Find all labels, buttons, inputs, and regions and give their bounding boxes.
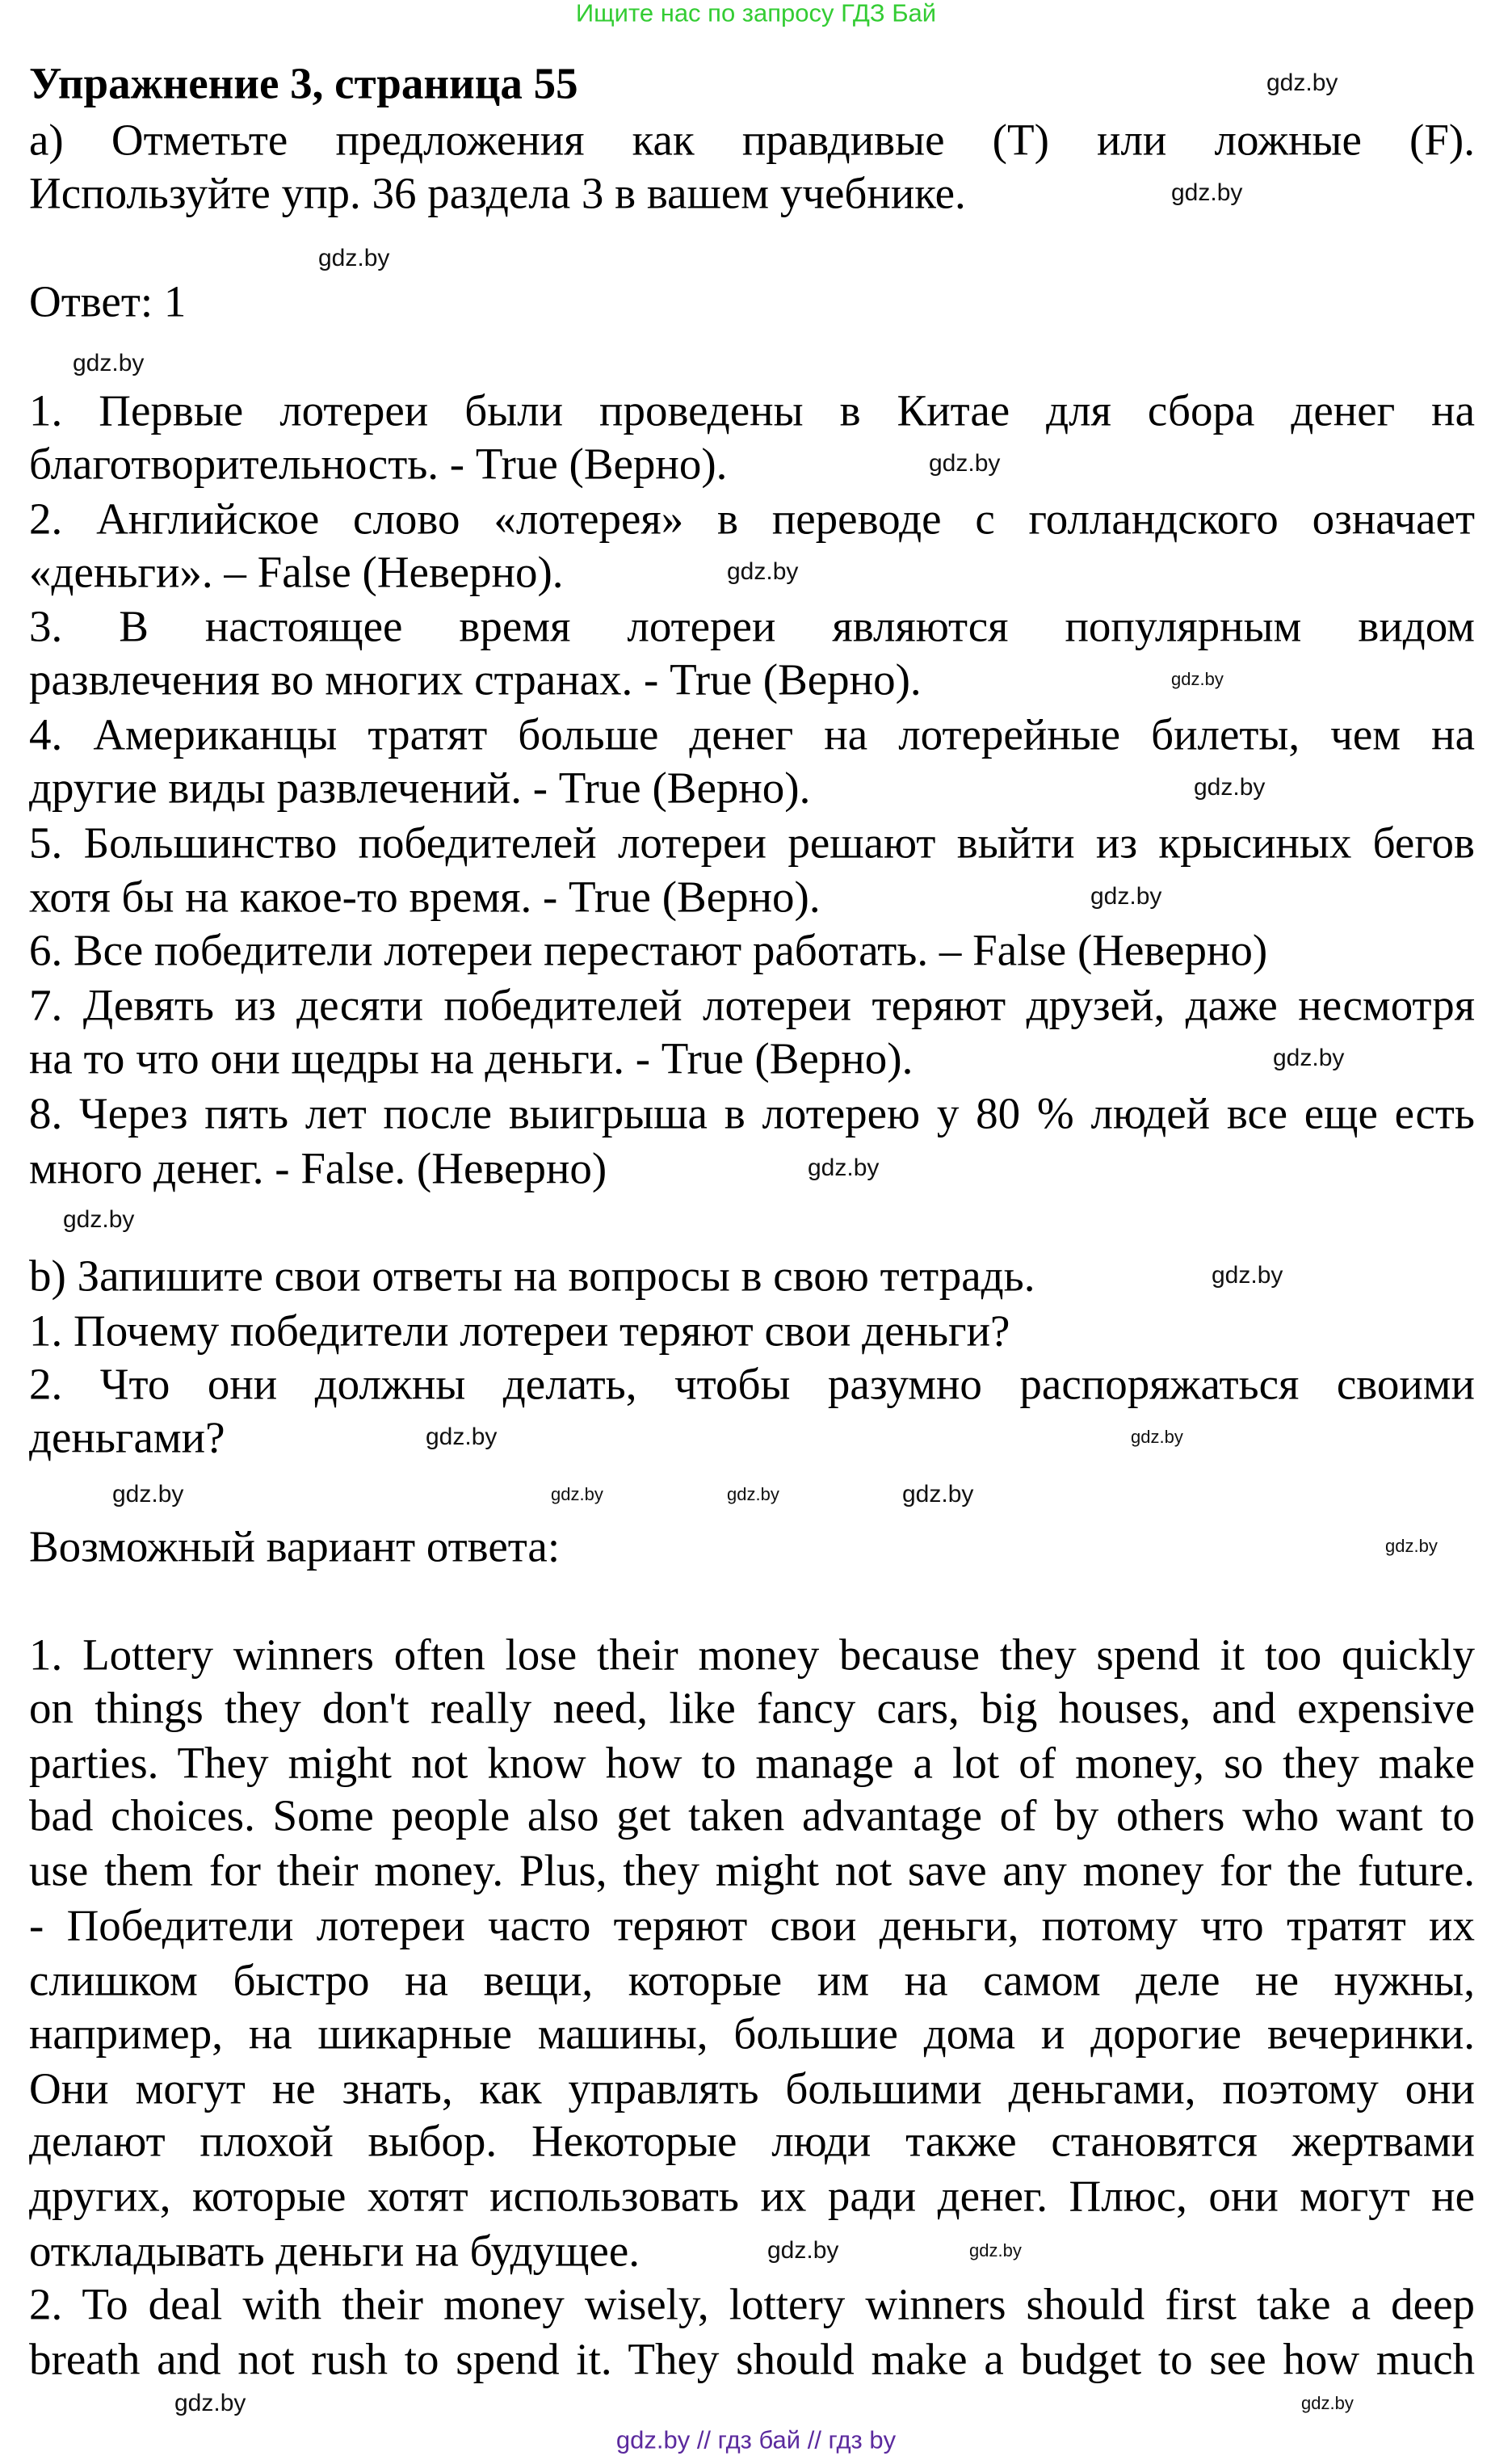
text-line: Ответ: 1 bbox=[29, 276, 187, 326]
watermark-text: gdz.by bbox=[808, 1154, 880, 1181]
text-line: 2. Английское слово «лотерея» в переводе с голландского означает bbox=[29, 494, 1475, 544]
watermark-text: gdz.by bbox=[112, 1481, 184, 1508]
watermark-text: gdz.by bbox=[1131, 1427, 1183, 1447]
text-line: например, на шикарные машины, большие дома и дорогие вечеринки. bbox=[29, 2008, 1475, 2059]
text-line: откладывать деньги на будущее. bbox=[29, 2226, 640, 2276]
text-line: b) Запишите свои ответы на вопросы в свою тетрадь. bbox=[29, 1251, 1035, 1301]
text-line: много денег. - False. (Неверно) bbox=[29, 1143, 607, 1193]
watermark-text: gdz.by bbox=[1171, 669, 1224, 689]
text-line: bad choices. Some people also get taken advantage of by others who want to bbox=[29, 1790, 1475, 1840]
watermark-text: gdz.by bbox=[727, 1484, 779, 1504]
watermark-text: gdz.by bbox=[1266, 69, 1338, 96]
text-line: благотворительность. - True (Верно). bbox=[29, 439, 728, 489]
text-line: развлечения во многих странах. - True (Верно). bbox=[29, 654, 922, 704]
text-line: - Победители лотереи часто теряют свои деньги, потому что тратят их bbox=[29, 1900, 1475, 1950]
watermark-text: gdz.by bbox=[727, 558, 799, 585]
watermark-text: gdz.by bbox=[1090, 883, 1162, 910]
footer-banner: gdz.by // гдз бай // гдз by bbox=[615, 2425, 897, 2454]
watermark-text: gdz.by bbox=[63, 1206, 135, 1233]
watermark-text: gdz.by bbox=[1212, 1262, 1283, 1289]
watermark-text: gdz.by bbox=[902, 1481, 974, 1508]
text-line: 2. Что они должны делать, чтобы разумно распоряжаться своими bbox=[29, 1359, 1475, 1409]
text-line: on things they don't really need, like fancy cars, big houses, and expensive bbox=[29, 1683, 1475, 1733]
watermark-text: gdz.by bbox=[1171, 179, 1243, 206]
watermark-text: gdz.by bbox=[426, 1424, 498, 1450]
text-line: слишком быстро на вещи, которые им на самом деле не нужны, bbox=[29, 1955, 1475, 2005]
text-line: breath and not rush to spend it. They should make a budget to see how much bbox=[29, 2334, 1475, 2384]
watermark-text: gdz.by bbox=[318, 245, 390, 271]
text-line: 5. Большинство победителей лотереи решают выйти из крысиных бегов bbox=[29, 818, 1475, 868]
text-line: Они могут не знать, как управлять большими деньгами, поэтому они bbox=[29, 2063, 1475, 2113]
text-line: другие виды развлечений. - True (Верно). bbox=[29, 763, 811, 813]
watermark-text: gdz.by bbox=[1301, 2393, 1354, 2413]
watermark-text: gdz.by bbox=[1194, 774, 1266, 801]
text-line: на то что они щедры на деньги. - True (Верно). bbox=[29, 1033, 914, 1083]
text-line: делают плохой выбор. Некоторые люди также становятся жертвами bbox=[29, 2116, 1475, 2166]
watermark-text: gdz.by bbox=[1385, 1536, 1438, 1556]
text-line: 3. В настоящее время лотереи являются популярным видом bbox=[29, 601, 1475, 651]
text-line: 1. Почему победители лотереи теряют свои деньги? bbox=[29, 1306, 1010, 1356]
header-banner: Ищите нас по запросу ГДЗ Бай bbox=[575, 0, 937, 27]
text-line: parties. They might not know how to manage a lot of money, so they make bbox=[29, 1738, 1475, 1788]
watermark-text: gdz.by bbox=[73, 350, 145, 376]
text-line: других, которые хотят использовать их ради денег. Плюс, они могут не bbox=[29, 2171, 1475, 2221]
text-line: Возможный вариант ответа: bbox=[29, 1521, 561, 1571]
text-line: 6. Все победители лотереи перестают работать. – False (Неверно) bbox=[29, 925, 1268, 975]
text-line: а) Отметьте предложения как правдивые (T) или ложные (F). bbox=[29, 115, 1475, 165]
watermark-text: gdz.by bbox=[551, 1484, 603, 1504]
text-line: 8. Через пять лет после выигрыша в лотерею у 80 % людей все еще есть bbox=[29, 1088, 1475, 1138]
watermark-text: gdz.by bbox=[969, 2240, 1022, 2260]
page-title: Упражнение 3, страница 55 bbox=[29, 58, 578, 108]
text-line: хотя бы на какое-то время. - True (Верно). bbox=[29, 872, 821, 922]
watermark-text: gdz.by bbox=[1273, 1045, 1345, 1071]
watermark-text: gdz.by bbox=[929, 450, 1001, 477]
text-line: 1. Первые лотереи были проведены в Китае для сбора денег на bbox=[29, 385, 1475, 435]
text-line: 7. Девять из десяти победителей лотереи теряют друзей, даже несмотря bbox=[29, 980, 1475, 1030]
text-line: 4. Американцы тратят больше денег на лотерейные билеты, чем на bbox=[29, 709, 1475, 759]
watermark-text: gdz.by bbox=[767, 2237, 839, 2264]
watermark-text: gdz.by bbox=[174, 2390, 246, 2416]
text-line: Используйте упр. 36 раздела 3 в вашем учебнике. bbox=[29, 168, 966, 218]
text-line: 2. To deal with their money wisely, lottery winners should first take a deep bbox=[29, 2279, 1475, 2329]
text-line: «деньги». – False (Неверно). bbox=[29, 547, 564, 597]
text-line: 1. Lottery winners often lose their money because they spend it too quickly bbox=[29, 1630, 1475, 1680]
text-line: деньгами? bbox=[29, 1412, 225, 1462]
text-line: use them for their money. Plus, they might not save any money for the future. bbox=[29, 1845, 1475, 1895]
